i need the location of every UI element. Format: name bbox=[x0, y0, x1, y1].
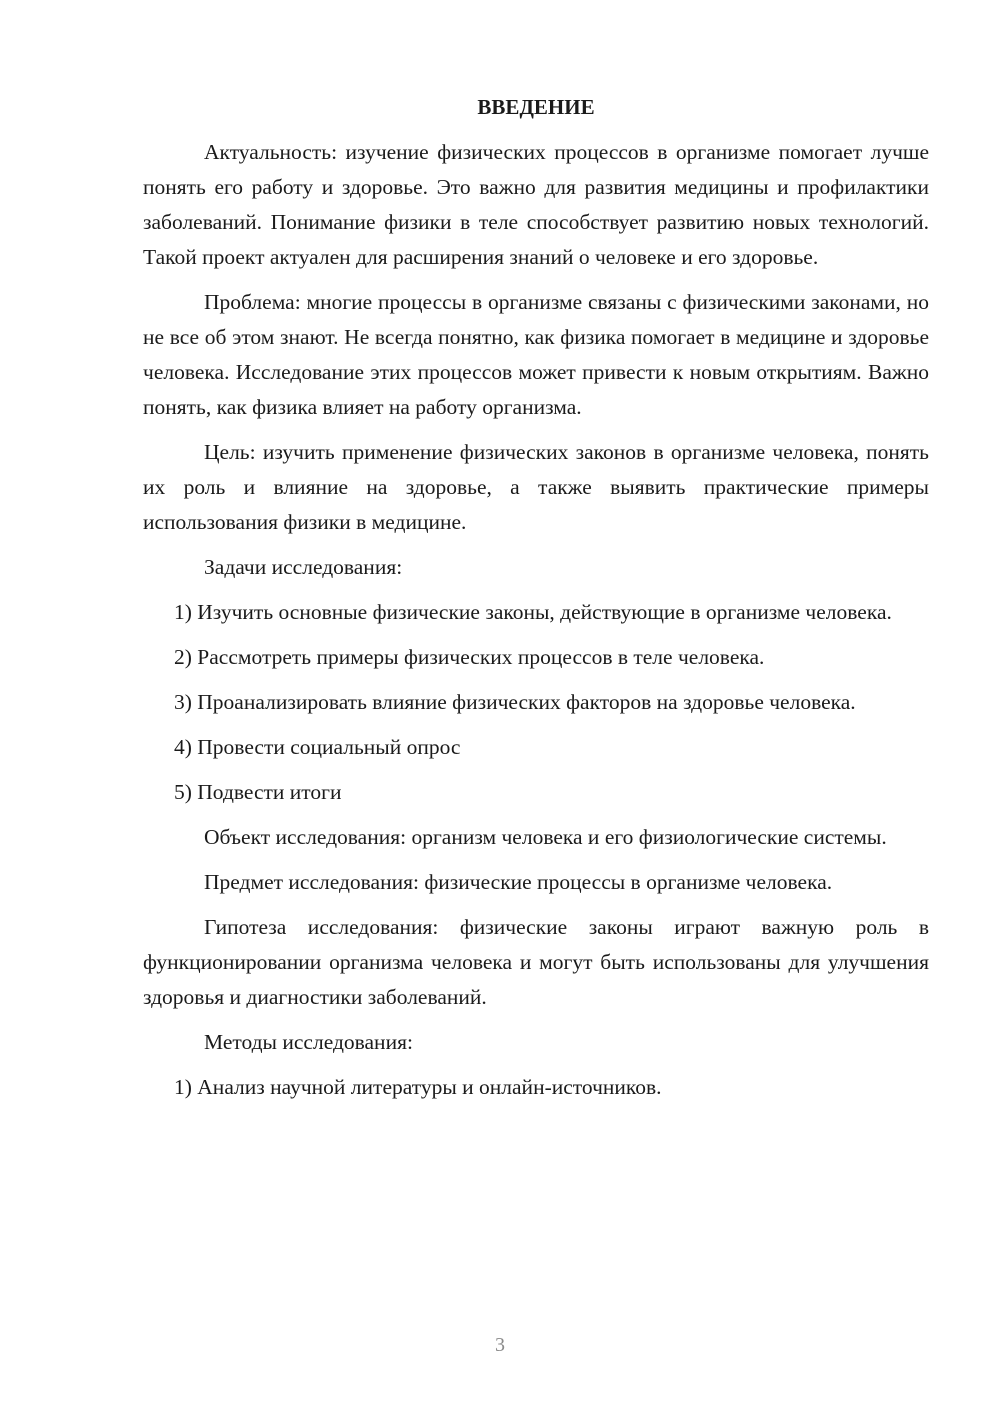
task-item: 3) Проанализировать влияние физических факторов на здоровье человека. bbox=[174, 690, 856, 714]
document-page bbox=[143, 90, 929, 1115]
hypothesis-paragraph: Гипотеза исследования: физические законы играют важную роль в функционировании организма человека и могут быть использованы для улучшения здоровья и диагностики заболеваний. bbox=[143, 915, 929, 1009]
page-number: 3 bbox=[495, 1334, 505, 1356]
problem-paragraph: Проблема: многие процессы в организме связаны с физическими законами, но не все об этом знают. Не всегда понятно, как физика помогает в медицине и здоровье человека. Исследование этих процессов может привести к новым открытиям. Важно понять, как физика влияет на работу организма. bbox=[143, 290, 929, 419]
task-item: 4) Провести социальный опрос bbox=[174, 735, 461, 759]
task-item: 1) Изучить основные физические законы, действующие в организме человека. bbox=[174, 600, 892, 624]
subject-paragraph: Предмет исследования: физические процессы в организме человека. bbox=[204, 870, 833, 894]
tasks-heading: Задачи исследования: bbox=[204, 555, 403, 579]
page-title: ВВЕДЕНИЕ bbox=[477, 95, 595, 119]
methods-heading: Методы исследования: bbox=[204, 1030, 413, 1054]
method-item: 1) Анализ научной литературы и онлайн-источников. bbox=[174, 1075, 662, 1099]
task-item: 2) Рассмотреть примеры физических процессов в теле человека. bbox=[174, 645, 765, 669]
goal-paragraph: Цель: изучить применение физических законов в организме человека, понять их роль и влияние на здоровье, а также выявить практические примеры использования физики в медицине. bbox=[143, 440, 929, 534]
relevance-paragraph: Актуальность: изучение физических процессов в организме помогает лучше понять его работу и здоровье. Это важно для развития медицины и профилактики заболеваний. Понимание физики в теле способствует развитию новых технологий. Такой проект актуален для расширения знаний о человеке и его здоровье. bbox=[143, 140, 929, 269]
task-item: 5) Подвести итоги bbox=[174, 780, 342, 804]
object-paragraph: Объект исследования: организм человека и его физиологические системы. bbox=[204, 825, 887, 849]
